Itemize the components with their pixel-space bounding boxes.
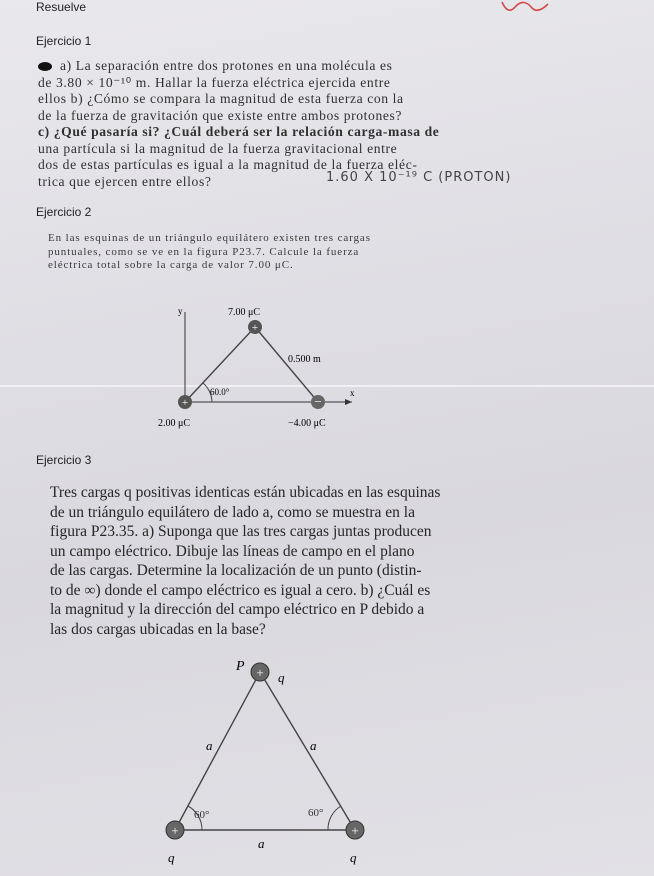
ex2-line-2: eléctrica total sobre la carga de valor 7.00 μC. bbox=[48, 259, 294, 271]
point-p-label: P bbox=[236, 659, 245, 674]
top-charge-label: 7.00 μC bbox=[228, 307, 261, 318]
plus-icon: + bbox=[251, 322, 259, 334]
ex1-line-3: de la fuerza de gravitación que existe entre ambos protones? bbox=[38, 107, 402, 123]
ex3-line-0: Tres cargas q positivas identicas están ubicadas en las esquinas bbox=[50, 484, 441, 501]
ex1-line-0: a) La separación entre dos protones en una molécula es bbox=[38, 58, 608, 75]
ex3-heading: Ejercicio 3 bbox=[36, 453, 92, 467]
q-top-label: q bbox=[278, 670, 285, 685]
a-right-label: a bbox=[310, 738, 317, 753]
ex3-line-1: de un triángulo equilátero de lado a, como se muestra en la bbox=[50, 503, 415, 521]
figure-p23-7 bbox=[140, 300, 370, 440]
left-charge-label: 2.00 μC bbox=[158, 418, 191, 429]
ex3-line-6: la magnitud y la dirección del campo eléctrico en P debido a bbox=[50, 601, 425, 618]
ex1-text bbox=[38, 58, 608, 190]
angle-right-label: 60° bbox=[308, 807, 324, 819]
ex1-line-5: una partícula si la magnitud de la fuerza gravitacional entre bbox=[38, 140, 398, 156]
ex1-line-2: ellos b) ¿Cómo se compara la magnitud de esta fuerza con la bbox=[38, 91, 404, 106]
ex2-line-0: En las esquinas de un triángulo equilátero existen tres cargas bbox=[48, 232, 371, 244]
page-title: Resuelve bbox=[36, 0, 87, 14]
handwritten-note: 1.60 X 10⁻¹⁹ C (PROTON) bbox=[326, 170, 512, 185]
ex3-text bbox=[50, 483, 520, 639]
ex1-line-1: de 3.80 × 10⁻¹⁰ m. Hallar la fuerza eléctrica ejercida entre bbox=[38, 74, 391, 90]
bullet-icon bbox=[38, 62, 52, 71]
ex2-heading: Ejercicio 2 bbox=[36, 205, 92, 219]
plus-icon: + bbox=[181, 397, 189, 409]
ex3-line-5: to de ∞) donde el campo eléctrico es igual a cero. b) ¿Cuál es bbox=[50, 581, 431, 599]
side-length-label: 0.500 m bbox=[288, 354, 321, 365]
tri-left-side bbox=[175, 672, 260, 830]
a-base-label: a bbox=[258, 836, 265, 851]
q-left-label: q bbox=[168, 850, 175, 865]
ex2-text bbox=[48, 232, 498, 273]
figure-p23-35 bbox=[150, 650, 390, 872]
angle-arc-right bbox=[328, 806, 341, 830]
q-right-label: q bbox=[350, 850, 357, 865]
x-arrow-icon bbox=[345, 399, 352, 405]
right-charge-label: −4.00 μC bbox=[288, 418, 326, 429]
a-left-label: a bbox=[206, 738, 213, 753]
ex3-line-4: de las cargas. Determine la localización de un punto (distin- bbox=[50, 562, 422, 579]
ex3-line-2: figura P23.35. a) Suponga que las tres cargas juntas producen bbox=[50, 523, 432, 540]
angle-label: 60.0° bbox=[210, 387, 230, 397]
ex1-line-7: trica que ejercen entre ellos? bbox=[38, 173, 212, 189]
ex1-line-4: c) ¿Qué pasaría si? ¿Cuál deberá ser la relación carga-masa de bbox=[38, 124, 440, 139]
ex1-heading: Ejercicio 1 bbox=[36, 34, 92, 48]
x-axis-label: x bbox=[350, 388, 355, 398]
angle-left-label: 60° bbox=[194, 809, 210, 821]
minus-icon: − bbox=[314, 394, 322, 409]
ex2-line-1: puntuales, como se ve en la figura P23.7. Calcule la fuerza bbox=[48, 245, 360, 258]
plus-icon: + bbox=[171, 823, 179, 838]
ex3-line-3: un campo eléctrico. Dibuje las líneas de campo en el plano bbox=[50, 542, 415, 560]
ex3-line-7: las dos cargas ubicadas en la base? bbox=[50, 620, 266, 638]
plus-icon: + bbox=[256, 665, 264, 680]
y-axis-label: y bbox=[178, 306, 183, 316]
red-scribble bbox=[498, 0, 558, 18]
ex1-line-6: dos de estas partículas es igual a la magnitud de la fuerza eléc- bbox=[38, 157, 418, 172]
plus-icon: + bbox=[351, 823, 359, 838]
